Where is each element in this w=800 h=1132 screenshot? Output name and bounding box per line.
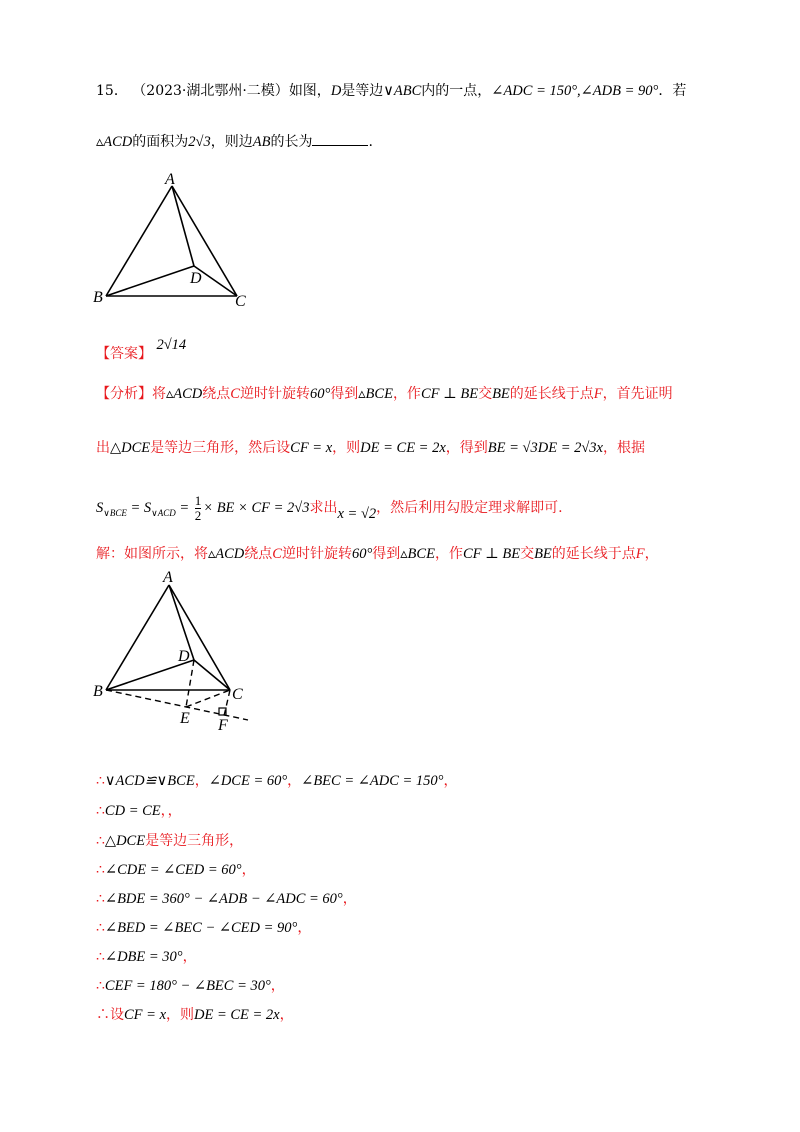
label-c: C bbox=[232, 686, 243, 703]
label-b: B bbox=[93, 683, 103, 700]
step-text: ， bbox=[270, 978, 285, 994]
math-triangle: △DCE bbox=[110, 440, 151, 456]
step-4 bbox=[96, 859, 256, 879]
solution-line-1 bbox=[96, 543, 659, 563]
analysis-text: 将 bbox=[152, 386, 166, 402]
step-text: ， bbox=[443, 773, 458, 789]
figure-1 bbox=[90, 165, 265, 310]
math-point: F bbox=[593, 386, 603, 402]
math-expression: CF = x bbox=[124, 1007, 166, 1023]
math-expression: ∠CDE = ∠CED = 60° bbox=[104, 862, 242, 878]
therefore-symbol: ∴ bbox=[96, 949, 105, 965]
math-triangle: ▵ACD bbox=[166, 386, 203, 402]
solution-text: ，作 bbox=[434, 546, 463, 562]
step-9 bbox=[96, 1004, 294, 1024]
step-text: ， bbox=[241, 862, 256, 878]
label-a: A bbox=[165, 171, 175, 188]
question-line-1 bbox=[96, 80, 686, 100]
math-point: F bbox=[635, 546, 645, 562]
step-text: ， bbox=[194, 773, 209, 789]
therefore-symbol: ∴ bbox=[96, 833, 105, 849]
therefore-symbol: ∴ bbox=[96, 803, 105, 819]
step-6 bbox=[96, 917, 311, 937]
solution-text: 逆时针旋转 bbox=[281, 546, 352, 562]
math-angles: ∠ADC = 150°,∠ADB = 90° bbox=[491, 83, 659, 99]
label-d: D bbox=[190, 270, 202, 287]
step-1 bbox=[96, 770, 457, 790]
analysis-text: 出 bbox=[96, 440, 110, 456]
solution-text: ， bbox=[644, 546, 659, 562]
math-triangle: ▵BCE bbox=[358, 386, 393, 402]
analysis-line-2 bbox=[96, 437, 645, 457]
analysis-text: 是等边三角形，然后设 bbox=[150, 440, 291, 456]
analysis-text: ，根据 bbox=[603, 440, 645, 456]
analysis-text: 绕点 bbox=[202, 386, 231, 402]
math-expression: DE = CE = 2x bbox=[194, 1007, 280, 1023]
math-expression: ∠BDE = 360° − ∠ADB − ∠ADC = 60° bbox=[104, 891, 343, 907]
label-d: D bbox=[178, 648, 190, 665]
math-point: D bbox=[330, 83, 342, 99]
answer-value: 2√14 bbox=[156, 337, 187, 353]
analysis-text: 求出 bbox=[309, 499, 338, 516]
label-e: E bbox=[180, 710, 190, 727]
math-area: 2√3 bbox=[188, 134, 211, 150]
analysis-text: ，首先证明 bbox=[602, 386, 673, 402]
solution-text: 交 bbox=[520, 546, 535, 562]
solution-text: 解：如图所示，将 bbox=[96, 546, 208, 562]
question-source: （2023·湖北鄂州·二模） bbox=[132, 83, 289, 99]
math-degree: 60° bbox=[309, 386, 331, 402]
step-text: ， bbox=[342, 891, 357, 907]
analysis-text: 逆时针旋转 bbox=[239, 386, 310, 402]
label-f: F bbox=[218, 717, 228, 734]
label-a: A bbox=[163, 569, 173, 586]
math-perp: CF ⊥ BE bbox=[420, 386, 479, 402]
math-symbol: = bbox=[175, 499, 193, 516]
therefore-symbol: ∴ bbox=[96, 773, 105, 789]
math-expression: ∨ACD≌∨BCE bbox=[104, 773, 195, 789]
solution-text: 绕点 bbox=[244, 546, 273, 562]
step-3 bbox=[96, 830, 243, 850]
therefore-symbol: ∴ bbox=[96, 978, 105, 994]
step-text: ， bbox=[287, 773, 302, 789]
solution-text: 得到 bbox=[372, 546, 401, 562]
math-fraction bbox=[195, 494, 202, 523]
therefore-symbol: ∴ bbox=[96, 920, 105, 936]
question-number: 15． bbox=[96, 83, 128, 99]
analysis-label: 【分析】 bbox=[96, 386, 152, 402]
math-triangle: ∨ABC bbox=[383, 83, 422, 99]
question-text: 是等边 bbox=[341, 83, 384, 99]
math-segment: BE bbox=[492, 386, 510, 402]
answer-line bbox=[96, 337, 187, 363]
math-expression: ∠BEC = ∠ADC = 150° bbox=[301, 773, 444, 789]
math-expression: CD = CE bbox=[104, 803, 161, 819]
math-symbol: S bbox=[96, 499, 104, 516]
question-text: ．若 bbox=[658, 83, 687, 99]
analysis-line-3 bbox=[96, 494, 563, 523]
answer-blank bbox=[312, 145, 368, 146]
math-expression: ∠DBE = 30° bbox=[104, 949, 183, 965]
math-point: C bbox=[272, 546, 282, 562]
label-b: B bbox=[93, 289, 103, 306]
answer-label: 【答案】 bbox=[96, 346, 152, 362]
math-triangle: ▵ACD bbox=[96, 134, 133, 150]
math-expression: CEF = 180° − ∠BEC = 30° bbox=[104, 978, 271, 994]
step-8 bbox=[96, 975, 285, 995]
math-area-equation bbox=[96, 493, 310, 523]
step-5 bbox=[96, 888, 357, 908]
step-text: ， bbox=[297, 920, 312, 936]
math-expression: ∠BED = ∠BEC − ∠CED = 90° bbox=[104, 920, 298, 936]
analysis-line-1 bbox=[96, 383, 673, 403]
math-side: AB bbox=[252, 134, 271, 150]
question-line-2 bbox=[96, 131, 373, 151]
therefore-symbol: ∴ bbox=[96, 862, 105, 878]
therefore-symbol: ∴ bbox=[96, 891, 105, 907]
solution-text: 的延长线于点 bbox=[551, 546, 636, 562]
step-text: ， bbox=[182, 949, 197, 965]
math-degree: 60° bbox=[351, 546, 373, 562]
analysis-text: 得到 bbox=[330, 386, 359, 402]
math-symbol: × BE × CF = 2√3 bbox=[203, 499, 310, 516]
figure-2 bbox=[90, 565, 260, 735]
step-2 bbox=[96, 800, 182, 820]
analysis-text: ，得到 bbox=[445, 440, 488, 456]
math-point: C bbox=[230, 386, 240, 402]
step-7 bbox=[96, 946, 197, 966]
step-text: ，则 bbox=[166, 1007, 194, 1023]
therefore-symbol: ∴设 bbox=[96, 1007, 124, 1023]
math-symbol: = S bbox=[126, 499, 152, 516]
question-text: 如图， bbox=[288, 83, 331, 99]
fraction-denominator: 2 bbox=[194, 508, 202, 523]
analysis-text: ，作 bbox=[392, 386, 421, 402]
math-expression: BE = √3DE = 2√3x bbox=[487, 440, 603, 456]
math-expression: ∠DCE = 60° bbox=[208, 773, 288, 789]
question-text: 内的一点， bbox=[421, 83, 492, 99]
math-triangle: ▵ACD bbox=[208, 546, 245, 562]
question-text: 的长为 bbox=[270, 134, 313, 150]
question-text: . bbox=[368, 134, 373, 150]
step-text: ，， bbox=[160, 803, 182, 819]
analysis-text: 交 bbox=[478, 386, 493, 402]
math-expression: CF = x bbox=[290, 440, 333, 456]
analysis-text: 的延长线于点 bbox=[509, 386, 594, 402]
math-segment: BE bbox=[534, 546, 552, 562]
math-expression: DE = CE = 2x bbox=[360, 440, 446, 456]
analysis-text: ，然后利用勾股定理求解即可. bbox=[376, 499, 563, 516]
fraction-numerator: 1 bbox=[194, 493, 202, 508]
math-subscript: ∨BCE bbox=[103, 507, 127, 518]
analysis-text: ，则 bbox=[332, 440, 361, 456]
step-text: 是等边三角形， bbox=[145, 833, 244, 849]
step-text: ， bbox=[279, 1007, 294, 1023]
math-triangle: ▵BCE bbox=[400, 546, 435, 562]
math-perp: CF ⊥ BE bbox=[462, 546, 521, 562]
math-subscript: ∨ACD bbox=[151, 507, 176, 518]
question-text: 的面积为 bbox=[132, 134, 189, 150]
label-c: C bbox=[235, 293, 246, 310]
question-text: ，则边 bbox=[210, 134, 253, 150]
math-expression: △DCE bbox=[104, 833, 146, 849]
math-expression: x = √2 bbox=[337, 505, 377, 522]
